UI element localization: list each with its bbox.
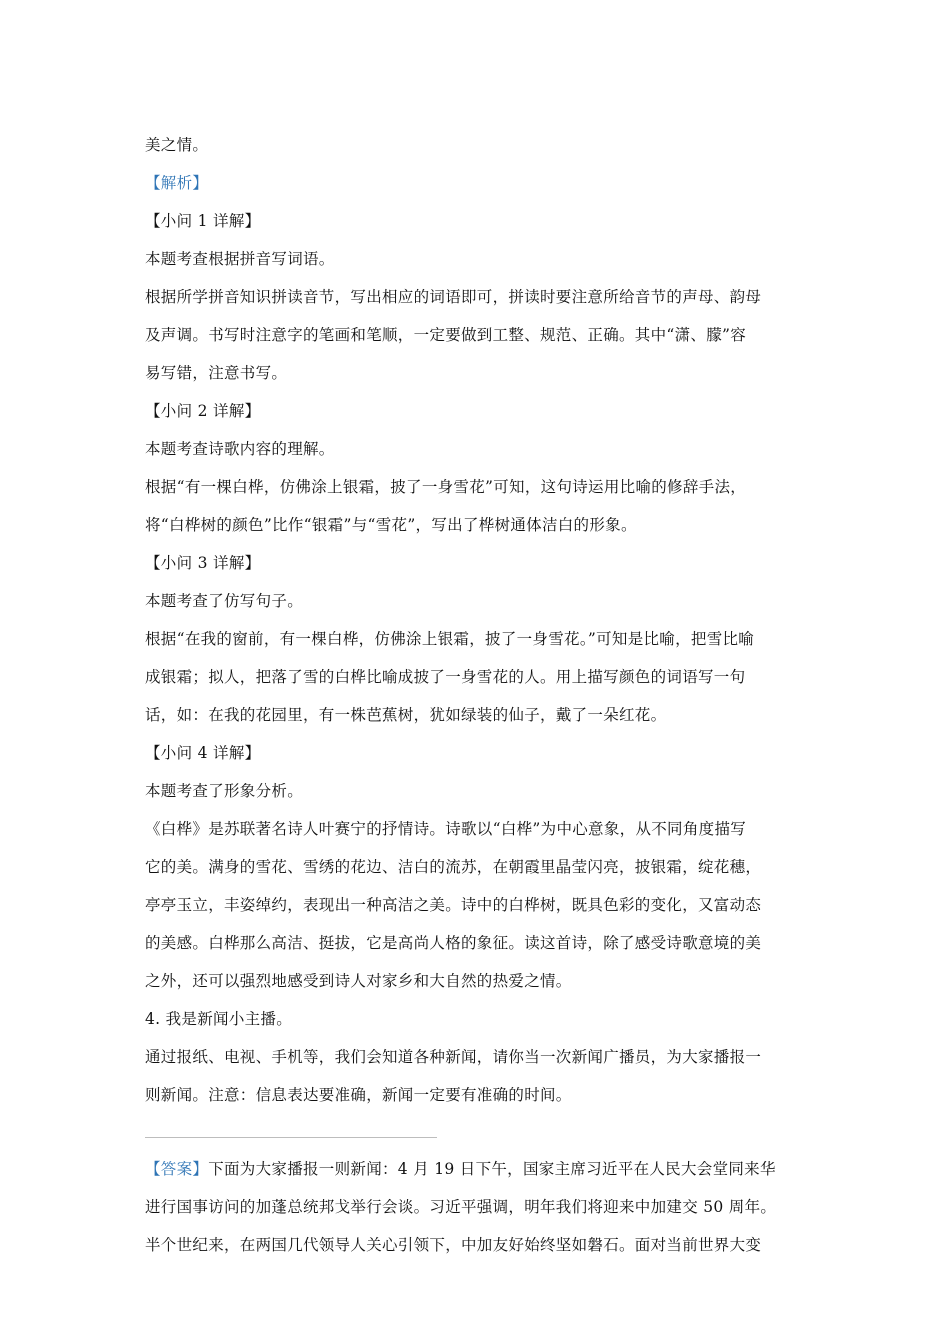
paragraph-line: 通过报纸、电视、手机等，我们会知道各种新闻，请你当一次新闻广播员，为大家播报一 xyxy=(145,1048,762,1066)
paragraph-line: 成银霜；拟人，把落了雪的白桦比喻成披了一身雪花的人。用上描写颜色的词语写一句 xyxy=(145,668,746,686)
paragraph-line: 根据“在我的窗前，有一棵白桦，仿佛涂上银霜，披了一身雪花。”可知是比喻，把雪比喻 xyxy=(145,630,755,648)
paragraph-line: 进行国事访问的加蓬总统邦戈举行会谈。习近平强调，明年我们将迎来中加建交 50 周年。 xyxy=(145,1198,777,1216)
sub-question-1-header: 【小问 1 详解】 xyxy=(145,212,261,230)
sub-question-4-header: 【小问 4 详解】 xyxy=(145,744,261,762)
paragraph-line: 及声调。书写时注意字的笔画和笔顺，一定要做到工整、规范、正确。其中“潇、朦”容 xyxy=(145,326,747,344)
paragraph-line: 《白桦》是苏联著名诗人叶赛宁的抒情诗。诗歌以“白桦”为中心意象，从不同角度描写 xyxy=(145,820,747,838)
paragraph-line: 根据所学拼音知识拼读音节，写出相应的词语即可，拼读时要注意所给音节的声母、韵母 xyxy=(145,288,762,306)
document-page xyxy=(145,126,813,1264)
paragraph-line: 半个世纪来，在两国几代领导人关心引领下，中加友好始终坚如磐石。面对当前世界大变 xyxy=(145,1236,762,1254)
paragraph-line: 易写错，注意书写。 xyxy=(145,364,288,382)
paragraph-line: 亭亭玉立，丰姿绰约，表现出一种高洁之美。诗中的白桦树，既具色彩的变化，又富动态 xyxy=(145,896,762,914)
paragraph-line: 的美感。白桦那么高洁、挺拔，它是高尚人格的象征。读这首诗，除了感受诗歌意境的美 xyxy=(145,934,762,952)
answer-tag: 【答案】 xyxy=(145,1160,209,1178)
paragraph-line: 之外，还可以强烈地感受到诗人对家乡和大自然的热爱之情。 xyxy=(145,972,572,990)
paragraph-line: 本题考查了形象分析。 xyxy=(145,782,304,800)
analysis-tag: 【解析】 xyxy=(145,174,209,192)
paragraph-line: 本题考查诗歌内容的理解。 xyxy=(145,440,335,458)
question-4-title: 4. 我是新闻小主播。 xyxy=(145,1010,293,1028)
answer-text: 下面为大家播报一则新闻：4 月 19 日下午，国家主席习近平在人民大会堂同来华 xyxy=(208,1160,776,1178)
answer-line xyxy=(145,1150,813,1188)
paragraph-line: 美之情。 xyxy=(145,136,209,154)
paragraph-line: 则新闻。注意：信息表达要准确，新闻一定要有准确的时间。 xyxy=(145,1086,572,1104)
paragraph-line: 本题考查了仿写句子。 xyxy=(145,592,304,610)
sub-question-3-header: 【小问 3 详解】 xyxy=(145,554,261,572)
divider-line xyxy=(145,1137,437,1138)
paragraph-line: 它的美。满身的雪花、雪绣的花边、洁白的流苏，在朝霞里晶莹闪亮，披银霜，绽花穗， xyxy=(145,858,762,876)
paragraph-line: 话，如：在我的花园里，有一株芭蕉树，犹如绿装的仙子，戴了一朵红花。 xyxy=(145,706,667,724)
paragraph-line: 根据“有一棵白桦，仿佛涂上银霜，披了一身雪花”可知，这句诗运用比喻的修辞手法， xyxy=(145,478,747,496)
sub-question-2-header: 【小问 2 详解】 xyxy=(145,402,261,420)
paragraph-line: 本题考查根据拼音写词语。 xyxy=(145,250,335,268)
paragraph-line: 将“白桦树的颜色”比作“银霜”与“雪花”，写出了桦树通体洁白的形象。 xyxy=(145,516,637,534)
